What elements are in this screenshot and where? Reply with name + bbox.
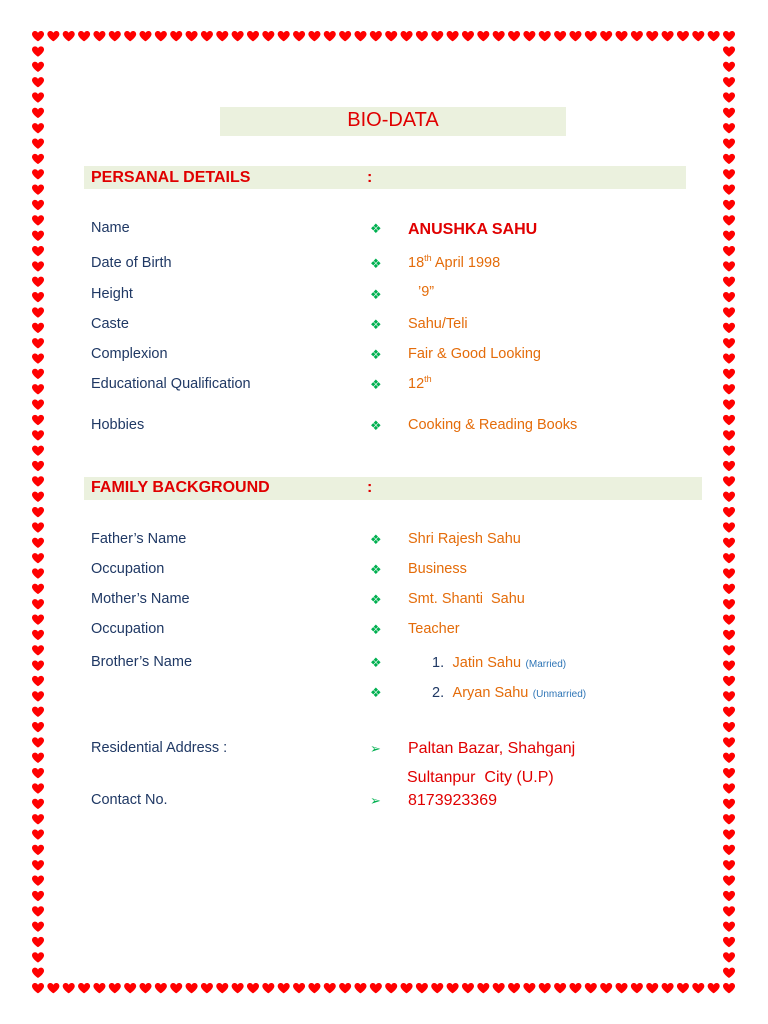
name-label: Name: [91, 220, 130, 236]
heart-icon: [723, 507, 735, 517]
heart-icon: [32, 185, 44, 195]
heart-icon: [723, 338, 735, 348]
complexion-label: Complexion: [91, 346, 168, 362]
mother-occupation-label: Occupation: [91, 621, 165, 637]
heart-icon: [600, 983, 612, 993]
heart-icon: [723, 461, 735, 471]
heart-icon: [723, 645, 735, 655]
education-label: Educational Qualification: [91, 376, 251, 392]
heart-icon: [216, 31, 228, 41]
heart-icon: [723, 185, 735, 195]
brother-name: Jatin Sahu: [452, 655, 522, 671]
heart-icon: [32, 307, 44, 317]
heart-icon: [385, 31, 397, 41]
heart-icon: [339, 983, 351, 993]
heart-icon: [32, 783, 44, 793]
height-value: ’9”: [418, 284, 435, 300]
heart-icon: [723, 676, 735, 686]
heart-icon: [32, 983, 44, 993]
heart-icon: [708, 983, 720, 993]
heart-icon: [723, 891, 735, 901]
heart-icon: [32, 154, 44, 164]
address-label: Residential Address :: [91, 740, 228, 756]
heart-icon: [431, 31, 443, 41]
heart-icon: [723, 77, 735, 87]
height-label: Height: [91, 286, 133, 302]
mother-value: Smt. Shanti Sahu: [408, 591, 525, 607]
heart-icon: [723, 614, 735, 624]
heart-icon: [216, 983, 228, 993]
heart-icon: [616, 983, 628, 993]
heart-icon: [308, 983, 320, 993]
heart-icon: [462, 983, 474, 993]
heart-icon: [32, 123, 44, 133]
heart-icon: [32, 753, 44, 763]
heart-icon: [723, 906, 735, 916]
heart-icon: [124, 31, 136, 41]
hobbies-label: Hobbies: [91, 417, 145, 433]
heart-icon: [723, 553, 735, 563]
heart-icon: [32, 338, 44, 348]
heart-icon: [723, 860, 735, 870]
heart-icon: [32, 538, 44, 548]
heart-icon: [723, 522, 735, 532]
heart-icon: [416, 31, 428, 41]
heart-icon: [723, 154, 735, 164]
heart-icon: [462, 31, 474, 41]
dob-day: 18: [408, 255, 425, 271]
heart-icon: [247, 983, 259, 993]
brother-item: [432, 684, 586, 702]
heart-icon: [32, 829, 44, 839]
heart-icon: [523, 983, 535, 993]
heart-icon: [631, 983, 643, 993]
heart-icon: [723, 952, 735, 962]
heart-icon: [47, 31, 59, 41]
heart-icon: [32, 553, 44, 563]
heart-icon: [32, 922, 44, 932]
personal-section-colon: :: [367, 169, 373, 186]
heart-icon: [569, 31, 581, 41]
heart-icon: [93, 983, 105, 993]
heart-icon: [232, 983, 244, 993]
hobbies-value: Cooking & Reading Books: [408, 417, 578, 433]
heart-icon: [32, 353, 44, 363]
caste-value: Sahu/Teli: [408, 316, 468, 332]
father-occupation-label: Occupation: [91, 561, 165, 577]
heart-icon: [677, 983, 689, 993]
heart-icon: [493, 31, 505, 41]
brother-number: 1.: [432, 655, 445, 671]
diamond-bullet-icon: ❖: [370, 287, 382, 302]
heart-icon: [723, 983, 735, 993]
heart-icon: [155, 983, 167, 993]
heart-icon: [723, 599, 735, 609]
diamond-bullet-icon: ❖: [370, 347, 382, 362]
heart-icon: [32, 814, 44, 824]
heart-icon: [723, 323, 735, 333]
heart-icon: [308, 31, 320, 41]
heart-icon: [508, 983, 520, 993]
heart-icon: [201, 983, 213, 993]
heart-icon: [32, 384, 44, 394]
heart-icon: [723, 937, 735, 947]
heart-icon: [523, 31, 535, 41]
heart-icon: [723, 108, 735, 118]
heart-icon: [416, 983, 428, 993]
arrow-bullet-icon: ➢: [370, 793, 381, 808]
heart-icon: [723, 400, 735, 410]
heart-icon: [723, 415, 735, 425]
heart-icon: [477, 983, 489, 993]
heart-icon: [278, 983, 290, 993]
heart-icon: [32, 876, 44, 886]
heart-icon: [539, 983, 551, 993]
diamond-bullet-icon: ❖: [370, 418, 382, 433]
heart-icon: [539, 31, 551, 41]
heart-icon: [78, 983, 90, 993]
brother-status: (Unmarried): [532, 689, 587, 700]
heart-icon: [32, 261, 44, 271]
heart-icon: [93, 31, 105, 41]
heart-icon: [32, 614, 44, 624]
diamond-bullet-icon: ❖: [370, 592, 382, 607]
heart-icon: [723, 123, 735, 133]
heart-icon: [447, 983, 459, 993]
heart-icon: [723, 492, 735, 502]
dob-label: Date of Birth: [91, 255, 172, 271]
heart-icon: [32, 737, 44, 747]
heart-icon: [723, 768, 735, 778]
address-line-2: Sultanpur City (U.P): [407, 769, 554, 786]
heart-icon: [723, 845, 735, 855]
heart-icon: [723, 138, 735, 148]
heart-icon: [32, 62, 44, 72]
heart-icon: [63, 31, 75, 41]
heart-icon: [585, 983, 597, 993]
heart-icon: [278, 31, 290, 41]
heart-icon: [32, 323, 44, 333]
heart-icon: [692, 983, 704, 993]
heart-icon: [262, 31, 274, 41]
heart-icon: [63, 983, 75, 993]
heart-icon: [32, 707, 44, 717]
diamond-bullet-icon: ❖: [370, 256, 382, 271]
heart-icon: [32, 461, 44, 471]
brother-number: 2.: [432, 685, 445, 701]
heart-icon: [32, 92, 44, 102]
diamond-bullet-icon: ❖: [370, 655, 382, 670]
heart-icon: [155, 31, 167, 41]
heart-icon: [32, 507, 44, 517]
heart-icon: [186, 31, 198, 41]
heart-icon: [477, 31, 489, 41]
heart-icon: [32, 676, 44, 686]
heart-icon: [232, 31, 244, 41]
diamond-bullet-icon: ❖: [370, 532, 382, 547]
heart-icon: [631, 31, 643, 41]
heart-icon: [493, 983, 505, 993]
heart-icon: [32, 492, 44, 502]
heart-icon: [723, 814, 735, 824]
caste-label: Caste: [91, 316, 129, 332]
heart-icon: [723, 691, 735, 701]
heart-icon: [723, 46, 735, 56]
heart-icon: [32, 77, 44, 87]
heart-icon: [32, 952, 44, 962]
heart-icon: [32, 522, 44, 532]
brother-item: [432, 654, 566, 672]
heart-icon: [723, 968, 735, 978]
heart-icon: [32, 799, 44, 809]
heart-icon: [32, 400, 44, 410]
heart-icon: [139, 31, 151, 41]
father-occupation-value: Business: [408, 561, 467, 577]
heart-icon: [616, 31, 628, 41]
heart-icon: [201, 31, 213, 41]
heart-icon: [32, 860, 44, 870]
heart-icon: [646, 983, 658, 993]
heart-icon: [723, 384, 735, 394]
contact-label: Contact No.: [91, 792, 168, 808]
heart-icon: [32, 691, 44, 701]
heart-icon: [723, 200, 735, 210]
heart-icon: [585, 31, 597, 41]
brother-status: (Married): [525, 659, 567, 670]
heart-icon: [32, 891, 44, 901]
heart-icon: [32, 845, 44, 855]
heart-icon: [32, 584, 44, 594]
heart-icon: [32, 722, 44, 732]
diamond-bullet-icon: ❖: [370, 622, 382, 637]
heart-icon: [723, 446, 735, 456]
diamond-bullet-icon: ❖: [370, 221, 382, 236]
document-title: BIO-DATA: [347, 109, 439, 131]
heart-icon: [262, 983, 274, 993]
heart-icon: [723, 568, 735, 578]
heart-icon: [554, 983, 566, 993]
heart-icon: [723, 476, 735, 486]
diamond-bullet-icon: ❖: [370, 377, 382, 392]
heart-icon: [32, 599, 44, 609]
education-value: [408, 376, 432, 392]
heart-icon: [32, 968, 44, 978]
heart-icon: [723, 353, 735, 363]
heart-icon: [723, 231, 735, 241]
heart-icon: [723, 369, 735, 379]
heart-icon: [78, 31, 90, 41]
dob-value: [408, 255, 500, 271]
arrow-bullet-icon: ➢: [370, 741, 381, 756]
heart-icon: [324, 983, 336, 993]
heart-icon: [32, 937, 44, 947]
name-value: ANUSHKA SAHU: [408, 221, 538, 238]
heart-icon: [723, 829, 735, 839]
heart-icon: [47, 983, 59, 993]
heart-icon: [723, 215, 735, 225]
heart-icon: [32, 568, 44, 578]
heart-icon: [370, 31, 382, 41]
heart-icon: [32, 446, 44, 456]
heart-icon: [385, 983, 397, 993]
heart-icon: [401, 31, 413, 41]
heart-icon: [646, 31, 658, 41]
heart-icon: [339, 31, 351, 41]
heart-icon: [723, 538, 735, 548]
heart-icon: [431, 983, 443, 993]
heart-icon: [723, 31, 735, 41]
heart-icon: [109, 983, 121, 993]
father-value: Shri Rajesh Sahu: [408, 531, 521, 547]
heart-icon: [247, 31, 259, 41]
heart-icon: [723, 584, 735, 594]
heart-icon: [723, 630, 735, 640]
mother-occupation-value: Teacher: [408, 621, 460, 637]
heart-icon: [723, 307, 735, 317]
heart-icon: [32, 369, 44, 379]
heart-icon: [723, 92, 735, 102]
heart-icon: [32, 768, 44, 778]
diamond-bullet-icon: ❖: [370, 685, 382, 700]
heart-icon: [32, 476, 44, 486]
heart-icon: [32, 630, 44, 640]
diamond-bullet-icon: ❖: [370, 562, 382, 577]
brother-name: Aryan Sahu: [452, 685, 529, 701]
heart-icon: [354, 31, 366, 41]
heart-icon: [124, 983, 136, 993]
heart-icon: [32, 430, 44, 440]
heart-icon: [293, 983, 305, 993]
address-line-1: Paltan Bazar, Shahganj: [408, 740, 576, 757]
heart-icon: [32, 292, 44, 302]
heart-icon: [723, 707, 735, 717]
heart-icon: [170, 31, 182, 41]
heart-icon: [447, 31, 459, 41]
heart-icon: [170, 983, 182, 993]
heart-icon: [723, 783, 735, 793]
heart-icon: [569, 983, 581, 993]
heart-icon: [723, 799, 735, 809]
heart-icon: [32, 906, 44, 916]
heart-icon: [32, 169, 44, 179]
heart-icon: [354, 983, 366, 993]
brother-label: Brother’s Name: [91, 654, 193, 670]
heart-icon: [32, 231, 44, 241]
education-number: 12: [408, 376, 425, 392]
heart-icon: [186, 983, 198, 993]
heart-icon: [723, 169, 735, 179]
heart-icon: [723, 737, 735, 747]
contact-phone: 8173923369: [408, 792, 497, 809]
heart-icon: [32, 46, 44, 56]
heart-icon: [723, 661, 735, 671]
education-suffix: th: [424, 374, 432, 385]
heart-icon: [32, 246, 44, 256]
heart-icon: [662, 983, 674, 993]
heart-icon: [708, 31, 720, 41]
complexion-value: Fair & Good Looking: [408, 346, 541, 362]
heart-icon: [32, 661, 44, 671]
heart-icon: [139, 983, 151, 993]
personal-section-heading: PERSANAL DETAILS: [91, 169, 251, 186]
heart-icon: [32, 277, 44, 287]
heart-icon: [32, 31, 44, 41]
heart-icon: [723, 277, 735, 287]
heart-icon: [401, 983, 413, 993]
heart-icon: [600, 31, 612, 41]
heart-icon: [32, 200, 44, 210]
heart-icon: [32, 415, 44, 425]
family-section-heading: FAMILY BACKGROUND: [91, 479, 270, 496]
heart-icon: [508, 31, 520, 41]
diamond-bullet-icon: ❖: [370, 317, 382, 332]
heart-icon: [32, 108, 44, 118]
dob-day-suffix: th: [424, 253, 432, 264]
heart-icon: [723, 292, 735, 302]
mother-label: Mother’s Name: [91, 591, 190, 607]
heart-icon: [723, 753, 735, 763]
heart-icon: [324, 31, 336, 41]
heart-icon: [554, 31, 566, 41]
heart-icon: [692, 31, 704, 41]
heart-icon: [677, 31, 689, 41]
heart-icon: [109, 31, 121, 41]
heart-icon: [723, 430, 735, 440]
dob-rest: April 1998: [431, 255, 501, 271]
heart-icon: [723, 922, 735, 932]
heart-icon: [293, 31, 305, 41]
family-section-colon: :: [367, 479, 373, 496]
heart-icon: [370, 983, 382, 993]
heart-icon: [723, 246, 735, 256]
heart-icon: [723, 876, 735, 886]
heart-icon: [32, 645, 44, 655]
heart-icon: [723, 261, 735, 271]
heart-icon: [32, 215, 44, 225]
heart-icon: [662, 31, 674, 41]
heart-icon: [32, 138, 44, 148]
heart-icon: [723, 722, 735, 732]
father-label: Father’s Name: [91, 531, 187, 547]
heart-icon: [723, 62, 735, 72]
